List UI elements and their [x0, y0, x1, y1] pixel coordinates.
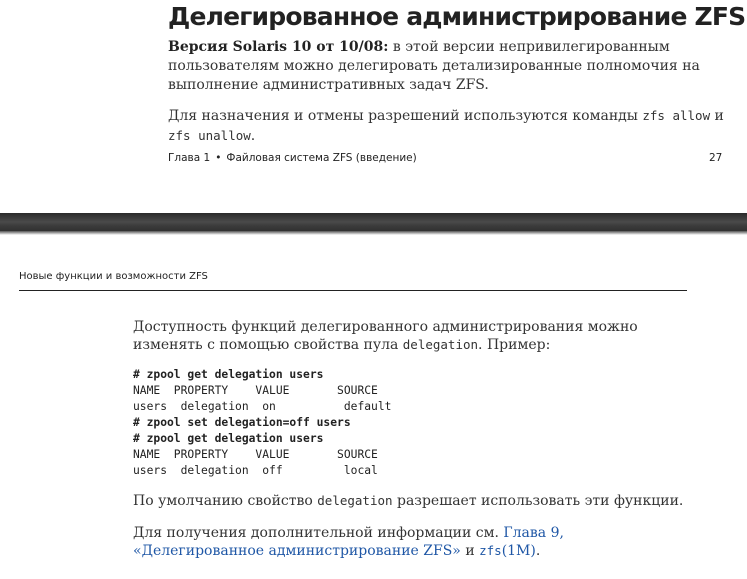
page-footer: [168, 152, 417, 164]
page-divider: [0, 213, 747, 235]
code-line: NAME PROPERTY VALUE SOURCE: [133, 448, 378, 461]
chapter-9-link[interactable]: Глава 9, «Делегированное администрирование ZFS»: [133, 525, 564, 559]
commands-text-c: .: [250, 128, 256, 144]
footer-chapter: Глава 1: [168, 152, 211, 164]
version-label: Версия Solaris 10 от 10/08:: [168, 39, 389, 55]
code-line: # zpool get delegation users: [133, 432, 324, 445]
more-info-text-c: .: [535, 543, 541, 559]
delegation-code: delegation: [402, 337, 479, 352]
default-paragraph: [133, 492, 693, 510]
more-info-paragraph: [133, 524, 693, 560]
commands-text-a: Для назначения и отмены разрешений используются команды: [168, 108, 643, 124]
zfs-manpage-code: zfs: [479, 543, 502, 558]
version-paragraph: [168, 38, 728, 95]
default-text-a: По умолчанию свойство: [133, 493, 318, 509]
delegation-paragraph: [133, 318, 693, 354]
code-example: [133, 367, 391, 479]
commands-text-b: и: [710, 108, 724, 124]
footer-bullet: •: [215, 152, 222, 164]
commands-paragraph: [168, 106, 728, 146]
section-heading: Делегированное администрирование ZFS: [168, 2, 746, 31]
zfs-manpage-section: (1M): [501, 543, 536, 559]
code-line: users delegation on default: [133, 400, 392, 413]
zfs-allow-code: zfs allow: [642, 108, 711, 123]
footer-title: Файловая система ZFS (введение): [226, 152, 417, 164]
document-page-top: [0, 0, 747, 213]
code-line: # zpool set delegation=off users: [133, 416, 351, 429]
zfs-manpage-link[interactable]: [479, 543, 536, 559]
header-rule: [19, 290, 687, 291]
code-line: NAME PROPERTY VALUE SOURCE: [133, 384, 378, 397]
running-head: Новые функции и возможности ZFS: [19, 271, 208, 282]
delegation-text-a: Доступность функций делегированного администрирования можно изменять с помощью свойства пула: [133, 319, 638, 353]
more-info-text-a: Для получения дополнительной информации см.: [133, 525, 504, 541]
zfs-unallow-code: zfs unallow: [168, 128, 251, 143]
code-line: # zpool get delegation users: [133, 368, 324, 381]
default-text-b: разрешает использовать эти функции.: [392, 493, 684, 509]
page-number: 27: [709, 152, 723, 164]
version-text: в этой версии непривилегированным пользователям можно делегировать детализированные полномочия на выполнение административных задач ZFS.: [168, 39, 700, 93]
default-code: delegation: [317, 493, 393, 508]
more-info-text-b: и: [460, 543, 480, 559]
delegation-text-b: . Пример:: [478, 337, 551, 353]
code-line: users delegation off local: [133, 464, 378, 477]
document-page-bottom: [0, 235, 747, 579]
